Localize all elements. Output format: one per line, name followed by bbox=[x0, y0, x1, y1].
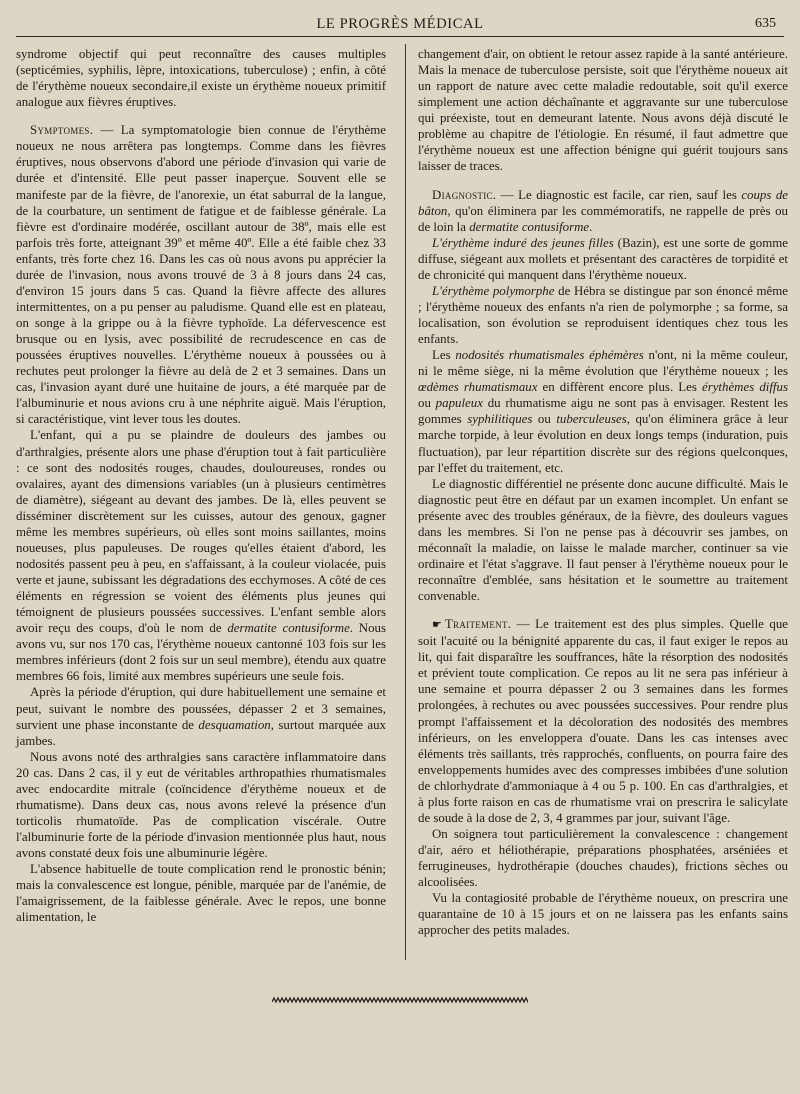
header-rule bbox=[16, 36, 784, 37]
italic-term: œdèmes rhumatismaux bbox=[418, 380, 538, 395]
paragraph bbox=[16, 684, 386, 748]
section-heading: Diagnostic. bbox=[432, 187, 497, 202]
italic-term: dermatite contusiforme bbox=[227, 621, 350, 636]
italic-term: papuleux bbox=[435, 396, 483, 411]
page-number: 635 bbox=[755, 16, 776, 31]
italic-term: érythèmes diffus bbox=[701, 380, 788, 395]
paragraph: syndrome objectif qui peut reconnaître des causes multiples (septicémies, syphilis, lèpre, intoxications, tuberculose) ; enfin, à côté de l'érythème noueux secondaire,il existe un érythème noueux primitif analogue aux fièvres éruptives. bbox=[16, 47, 386, 110]
pointing-hand-icon: ☛ bbox=[432, 619, 442, 632]
journal-title: LE PROGRÈS MÉDICAL bbox=[316, 16, 484, 32]
wavy-end-rule bbox=[272, 996, 528, 1004]
paragraph-text: — La symptomatologie bien connue de l'érythème noueux ne nous arrêtera pas longtemps. Comme dans les fièvres éruptives, nous observons d'abord une période d'invasion qui varie de durée et d'intensité. Elle peut passer inaperçue. Souvent elle se manifeste par de la fièvre, de l'anorexie, un état saburral de la langue, de la courbature, un sentiment de fatigue et de faiblesse générale. La fièvre est d'ordinaire modérée, oscillant autour de 38º, mais elle est parfois très forte, atteignant 39º et même 40º. Elle a été faible chez 33 enfants, très forte chez 16. Dans les cas où nous avons pu apprécier la durée de l'invasion, nous avons trouvé de 3 à 8 jours dans 24 cas, d'environ 15 jours dans 5 cas. Quand la fièvre affecte des allures intermittentes, on a pu penser au paludisme. Quand elle est en plateau, on songe à la grippe ou à la fièvre typhoïde. La défervescence est brusque ou en lysis, avec possibilité de recrudescence en cas de poussées éruptives nouvelles. L'érythème noueux à poussées ou à rechutes peut prolonger la fièvre au delà de 2 et 3 semaines. Dans un cas, l'invasion ayant duré une huitaine de jours, a été marquée par de l'albuminurie et nous avions cru à une néphrite aiguë. Mais l'éruption, si caractéristique, vint lever tous les doutes. bbox=[16, 123, 386, 427]
paragraph-text: ou bbox=[532, 412, 557, 427]
paragraph-text: Après la période d'éruption, qui dure habituellement une semaine et peut, suivant le nombre des poussées, dépasser 2 et 3 semaines, survient une phase inconstante de bbox=[16, 685, 386, 732]
section-traitement bbox=[418, 616, 788, 826]
paragraph bbox=[16, 427, 386, 684]
italic-term: syphilitiques bbox=[467, 412, 533, 427]
italic-term: L'érythème induré des jeunes filles bbox=[432, 235, 614, 250]
paragraph-text: — Le traitement est des plus simples. Quelle que soit l'acuité ou la bénignité apparente du cas, il faut exiger le repos au lit, qui fait disparaître les souffrances, hâte la résorption des nodosités et prévient toute complication. Ce repos au lit ne sera pas inférieur à une semaine et pourra dépasser 2 ou 3 semaines dans les formes prolongées, à rechutes ou avec poussées successives. Pour rendre plus prompt l'affaissement et la décoloration des nodosités des membres inférieurs, on les enveloppera d'ouate. Dans les cas intenses avec éléments très saillants, très rapprochés, confluents, on pourra faire des enveloppements humides avec des compresses imbibées d'une solution de chlorhydrate d'ammoniaque à 4 ou 5 p. 100. En cas d'arthralgies, et à plus forte raison en cas de rhumatisme vrai on prescrira le salicylate de soude à la dose de 2, 3, 4 grammes par jour, suivant l'âge. bbox=[418, 617, 788, 825]
paragraph: On soignera tout particulièrement la convalescence : changement d'air, aéro et héliothérapie, préparations phosphatées, arséniées et ferrugineuses, hydrothérapie (douches chaudes), frictions sèches ou alcoolisées. bbox=[418, 826, 788, 890]
paragraph bbox=[418, 347, 788, 476]
italic-term: tuberculeuses bbox=[556, 412, 627, 427]
paragraph: Vu la contagiosité probable de l'érythème noueux, on prescrira une quarantaine de 10 à 15 jours et on ne laissera pas les enfants sains approcher des petits malades. bbox=[418, 891, 788, 938]
paragraph: changement d'air, on obtient le retour assez rapide à la santé antérieure. Mais la menace de tuberculose persiste, soit que l'érythème noueux ait un rapport de nature avec cette maladie redoutable, soit qu'il exerce simplement une action déchaînante et aggravante sur une tuberculose qui préexiste, tout en demeurant latente. Nous avons déjà discuté le problème au chapitre de l'étiologie. En résumé, il faut admettre que l'érythème noueux est une affection bénigne qui guérit toujours sans laisser de traces. bbox=[418, 47, 788, 174]
paragraph-text: , qu'on éliminera par les commémoratifs, ne rappelle de près ou de loin la bbox=[418, 203, 788, 234]
paragraph-text: (Bazin), est une sorte de gomme diffuse, siégeant aux mollets et présentant des caractères de torpidité et de chronicité qui manquent dans l'érythème noueux. bbox=[418, 235, 788, 282]
paragraph-text: n'ont, ni la même couleur, ni le même siège, ni la même évolution que l'érythème noueux ; les bbox=[418, 348, 788, 379]
paragraph-text: . Nous avons vu, sur nos 170 cas, l'érythème noueux cantonné 103 fois sur les membres inférieurs (dont 2 fois sur un seul membre), étendu aux quatre membres 66 fois, limité aux membres supérieurs une seule fois. bbox=[16, 621, 386, 684]
right-column bbox=[418, 46, 788, 938]
paragraph-text: , qu'on éliminera grâce à leur marche torpide, à leur évolution en deux longs temps (induration, puis fluctuation), par leur répartition discrète sur des régions quelconques, par l'effet du traitement, etc. bbox=[418, 412, 789, 475]
running-header bbox=[16, 10, 784, 36]
paragraph bbox=[418, 235, 788, 283]
italic-term: L'érythème polymorphe bbox=[432, 283, 555, 298]
section-heading: Traitement. bbox=[444, 617, 512, 632]
paragraph-text: , surtout marquée aux jambes. bbox=[16, 717, 386, 748]
left-column bbox=[16, 46, 386, 925]
paragraph: Le diagnostic différentiel ne présente donc aucune difficulté. Mais le diagnostic peut être en défaut par un examen incomplet. Un enfant se présente avec des troubles généraux, de la fièvre, des douleurs vagues dans les membres. Si l'on ne pense pas à découvrir ses jambes, on méconnaît la maladie, on laisse le malade marcher, continuer sa vie ordinaire et l'état s'aggrave. Il faut penser à l'érythème noueux pour le reconnaître d'emblée, sans hésitation et le soumettre au traitement convenable. bbox=[418, 476, 788, 604]
paragraph-text: ou bbox=[418, 396, 436, 411]
section-symptomes bbox=[16, 122, 386, 427]
section-heading: Symptomes. bbox=[30, 123, 94, 138]
paragraph-text: — Le diagnostic est facile, car rien, sauf les bbox=[496, 187, 742, 202]
paragraph-text: de Hébra se distingue par son énoncé même ; l'érythème noueux des enfants n'a rien de polymorphe ; sa forme, sa localisation, son évolution se reproduisent identiques chez tous les enfants. bbox=[418, 283, 788, 347]
italic-term: desquamation bbox=[198, 717, 271, 732]
italic-term: dermatite contusiforme bbox=[469, 219, 590, 234]
section-diagnostic bbox=[418, 187, 788, 235]
column-divider bbox=[405, 44, 406, 960]
italic-term: nodosités rhumatismales éphémères bbox=[455, 348, 644, 363]
italic-term: coups de bâton bbox=[418, 187, 789, 218]
paragraph-text: L'enfant, qui a pu se plaindre de douleurs des jambes ou d'arthralgies, présente alors une phase d'éruption tout à fait particulière : ce sont des nodosités rouges, chaudes, douloureuses, rondes ou ovalaires, ayant des dimensions variables (un à plusieurs centimètres de diamètre), siégeant au devant des jambes. De là, elles peuvent se disséminer discrètement sur les cuisses, autour des genoux, gagner même les membres supérieurs, où elles sont moins saillantes, moins noueuses, plus papuleuses. De rouges qu'elles étaient d'abord, les nodosités passent peu à peu, en s'affaissant, à la couleur violacée, puis verte et jaune, subissant les dégradations des ecchymoses. A côté de ces éléments en régression se voient des éléments plus jeunes qui témoignent de plusieurs poussées successives. L'enfant semble alors avoir reçu des coups, d'où le nom de bbox=[16, 428, 386, 636]
paragraph-text: Les bbox=[432, 348, 456, 363]
paragraph: Nous avons noté des arthralgies sans caractère inflammatoire dans 20 cas. Dans 2 cas, il y eut de véritables arthropathies rhumatismales avec endocardite mitrale (coïncidence d'érythème noueux et de rhumatisme). Dans deux cas, nous avons relevé la présence d'un torticolis rhumatoïde. Pas de complication viscérale. Outre l'albuminurie forte de la période d'invasion mentionnée plus haut, nous avons constaté deux fois une albuminurie légère. bbox=[16, 749, 386, 861]
paragraph-text: en diffèrent encore plus. Les bbox=[537, 380, 702, 395]
paragraph-text: du rhumatisme aigu ne sont pas à envisager. Restent les gommes bbox=[418, 396, 788, 427]
paragraph: L'absence habituelle de toute complication rend le pronostic bénin; mais la convalescence est longue, pénible, marquée par de l'anémie, de l'amaigrissement, de la faiblesse générale. Avec le repos, une bonne alimentation, le bbox=[16, 862, 386, 925]
paragraph bbox=[418, 283, 788, 347]
paragraph-text: . bbox=[589, 219, 593, 234]
